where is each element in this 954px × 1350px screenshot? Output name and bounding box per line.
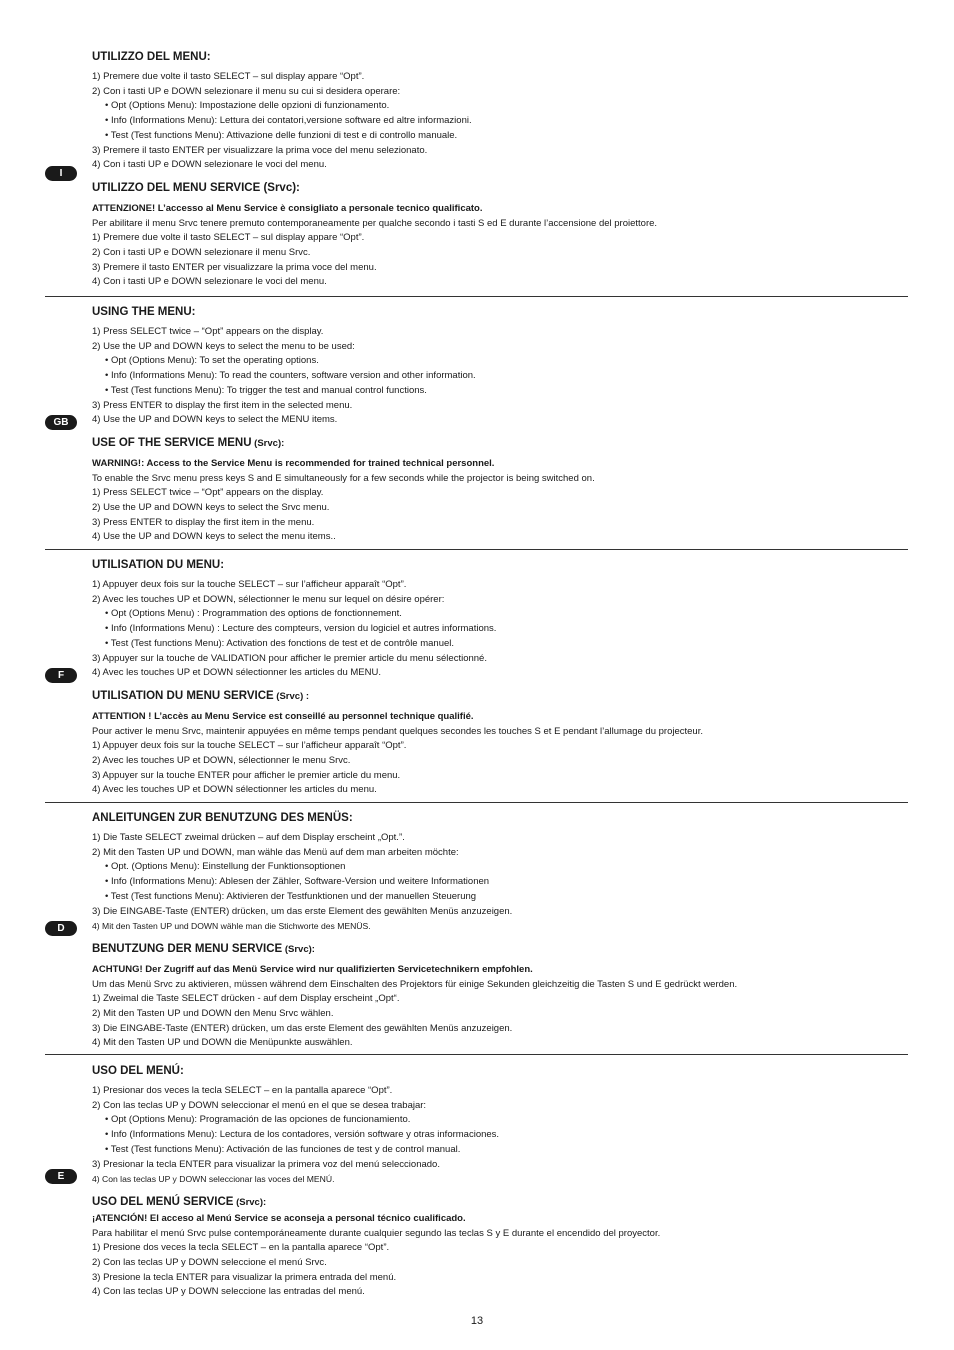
service-step-1: 1) Zweimal die Taste SELECT drücken - auf dem Display erscheint „Opt“.	[92, 993, 400, 1005]
bullet-opt: • Opt (Options Menu): Programación de las opciones de funcionamiento.	[105, 1114, 411, 1126]
service-step-3: 3) Die EINGABE-Taste (ENTER) drücken, um das erste Element des gewählten Menüs anzuzeigen.	[92, 1022, 513, 1034]
heading-service-text: BENUTZUNG DER MENU SERVICE	[92, 942, 283, 955]
step-4: 4) Con las teclas UP y DOWN seleccionar las voces del MENÚ.	[92, 1174, 335, 1185]
service-enable-text: Um das Menü Srvc zu aktivieren, müssen während dem Einschalten des Projektors für einige Sekunden gleichzeitig die Tasten S und E gedrückt werden.	[92, 978, 738, 990]
service-step-4: 4) Mit den Tasten UP und DOWN die Menüpunkte auswählen.	[92, 1037, 353, 1049]
bullet-test: • Test (Test functions Menu): Activation des fonctions de test et de contrôle manuel.	[105, 637, 455, 649]
service-warning: WARNING!: Access to the Service Menu is recommended for trained technical personnel.	[92, 457, 495, 469]
step-1: 1) Appuyer deux fois sur la touche SELECT – sur l’afficheur apparaît “Opt”.	[92, 579, 407, 590]
heading-menu-usage-es: USO DEL MENÚ:	[92, 1065, 184, 1077]
section-content-es	[92, 1064, 912, 1300]
step-4: 4) Avec les touches UP et DOWN sélectionner les articles du MENU.	[92, 667, 381, 679]
heading-service-suffix: (Srvc):	[251, 437, 285, 449]
language-badge-e: E	[45, 1169, 77, 1184]
language-badge-it: I	[45, 166, 77, 181]
step-3: 3) Appuyer sur la touche de VALIDATION pour afficher le premier article du menu sélectionné.	[92, 652, 487, 664]
section-divider	[45, 1054, 908, 1055]
step-3: 3) Presionar la tecla ENTER para visualizar la primera voz del menú seleccionado.	[92, 1158, 440, 1170]
section-content-it	[92, 50, 912, 290]
service-enable-text: Para habilitar el menú Srvc pulse contemporáneamente durante cualquier segundo las teclas S y E durante el encendido del proyector.	[92, 1227, 661, 1239]
service-step-3: 3) Premere il tasto ENTER per visualizzare la prima voce del menu.	[92, 261, 377, 273]
step-4: 4) Use the UP and DOWN keys to select the MENU items.	[92, 414, 338, 426]
section-content-gb	[92, 305, 912, 545]
service-step-2: 2) Con las teclas UP y DOWN seleccione el menú Srvc.	[92, 1257, 327, 1269]
service-step-1: 1) Premere due volte il tasto SELECT – sul display appare “Opt”.	[92, 232, 365, 244]
step-2: 2) Avec les touches UP et DOWN, sélectionner le menu sur lequel on désire opérer:	[92, 593, 445, 605]
heading-menu-usage-de: ANLEITUNGEN ZUR BENUTZUNG DES MENÜS:	[92, 812, 353, 824]
heading-service-suffix: (Srvc):	[233, 1196, 267, 1208]
bullet-test: • Test (Test functions Menu): Aktivieren der Testfunktionen und der manuellen Steuerung	[105, 890, 477, 902]
heading-service-menu-de	[92, 942, 912, 957]
service-step-2: 2) Use the UP and DOWN keys to select the Srvc menu.	[92, 502, 330, 514]
heading-menu-usage-fr: UTILISATION DU MENU:	[92, 559, 225, 571]
section-divider	[45, 802, 908, 803]
bullet-opt: • Opt. (Options Menu): Einstellung der Funktionsoptionen	[105, 861, 346, 873]
service-enable-text: To enable the Srvc menu press keys S and E simultaneously for a few seconds while the projector is being switched on.	[92, 472, 595, 484]
heading-menu-usage-it: UTILIZZO DEL MENU:	[92, 51, 211, 63]
bullet-info: • Info (Informations Menu): Lettura dei contatori,versione software ed altre informazioni.	[105, 115, 472, 127]
step-2: 2) Mit den Tasten UP und DOWN, man wähle das Menü auf dem man arbeiten möchte:	[92, 846, 459, 858]
service-step-1: 1) Appuyer deux fois sur la touche SELECT – sur l’afficheur apparaît “Opt”.	[92, 740, 407, 752]
service-step-3: 3) Appuyer sur la touche ENTER pour afficher le premier article du menu.	[92, 769, 401, 781]
service-step-1: 1) Press SELECT twice – “Opt” appears on the display.	[92, 487, 324, 499]
step-1: 1) Die Taste SELECT zweimal drücken – auf dem Display erscheint „Opt.”.	[92, 832, 405, 843]
service-warning: ATTENZIONE! L’accesso al Menu Service è consigliato a personale tecnico qualificato.	[92, 202, 483, 214]
bullet-info: • Info (Informations Menu): Lectura de los contadores, versión software y otras informaciones.	[105, 1129, 500, 1141]
heading-service-suffix: (Srvc) :	[273, 690, 310, 702]
service-step-4: 4) Con las teclas UP y DOWN seleccione las entradas del menú.	[92, 1286, 365, 1298]
heading-service-menu-fr	[92, 689, 912, 704]
bullet-test: • Test (Test functions Menu): Activación de las funciones de test y de control manual.	[105, 1143, 461, 1155]
language-badge-d: D	[45, 921, 77, 936]
service-step-4: 4) Use the UP and DOWN keys to select the menu items..	[92, 531, 336, 543]
step-3: 3) Press ENTER to display the first item in the selected menu.	[92, 399, 353, 411]
service-enable-text: Pour activer le menu Srvc, maintenir appuyées en même temps pendant quelques secondes les touches S et E pendant l’allumage du projecteur.	[92, 725, 703, 737]
service-warning: ACHTUNG! Der Zugriff auf das Menü Service wird nur qualifizierten Servicetechnikern empfohlen.	[92, 963, 533, 975]
step-2: 2) Con las teclas UP y DOWN seleccionar el menú en el que se desea trabajar:	[92, 1099, 427, 1111]
step-1: 1) Presionar dos veces la tecla SELECT – en la pantalla aparece “Opt”.	[92, 1085, 393, 1096]
service-warning: ¡ATENCIÓN! El acceso al Menú Service se aconseja a personal técnico cualificado.	[92, 1212, 466, 1224]
heading-service-menu-gb	[92, 436, 912, 451]
service-step-2: 2) Con i tasti UP e DOWN selezionare il menu Srvc.	[92, 247, 311, 259]
bullet-info: • Info (Informations Menu): To read the counters, software version and other information.	[105, 370, 476, 382]
heading-service-menu-es	[92, 1195, 912, 1210]
language-badge-gb: GB	[45, 415, 77, 430]
service-warning: ATTENTION ! L’accès au Menu Service est conseillé au personnel technique qualifié.	[92, 710, 474, 722]
bullet-info: • Info (Informations Menu) : Lecture des compteurs, version du logiciel et autres informations.	[105, 623, 497, 635]
step-2: 2) Con i tasti UP e DOWN selezionare il menu su cui si desidera operare:	[92, 85, 401, 97]
heading-service-menu-it	[92, 181, 912, 196]
bullet-opt: • Opt (Options Menu): To set the operating options.	[105, 355, 319, 367]
service-step-2: 2) Mit den Tasten UP und DOWN den Menu Srvc wählen.	[92, 1008, 334, 1020]
step-1: 1) Press SELECT twice – “Opt” appears on the display.	[92, 326, 324, 337]
bullet-opt: • Opt (Options Menu) : Programmation des options de fonctionnement.	[105, 608, 402, 620]
heading-service-text: UTILIZZO DEL MENU SERVICE (Srvc):	[92, 181, 300, 194]
service-step-1: 1) Presione dos veces la tecla SELECT – en la pantalla aparece “Opt”.	[92, 1242, 390, 1254]
heading-service-text: UTILISATION DU MENU SERVICE	[92, 689, 274, 702]
service-step-4: 4) Avec les touches UP et DOWN sélectionner les articles du menu.	[92, 784, 377, 796]
language-badge-f: F	[45, 668, 77, 683]
heading-menu-usage-gb: USING THE MENU:	[92, 306, 196, 318]
heading-service-text: USO DEL MENÚ SERVICE	[92, 1195, 234, 1208]
step-1: 1) Premere due volte il tasto SELECT – sul display appare “Opt”.	[92, 71, 365, 82]
section-content-fr	[92, 558, 912, 798]
service-step-3: 3) Press ENTER to display the first item in the menu.	[92, 516, 315, 528]
section-divider	[45, 296, 908, 297]
service-step-2: 2) Avec les touches UP et DOWN, sélectionner le menu Srvc.	[92, 755, 351, 767]
section-content-de	[92, 811, 912, 1051]
bullet-info: • Info (Informations Menu): Ablesen der Zähler, Software-Version und weitere Informationen	[105, 876, 490, 888]
page-number: 13	[470, 1315, 484, 1327]
service-step-4: 4) Con i tasti UP e DOWN selezionare le voci del menu.	[92, 276, 327, 288]
bullet-opt: • Opt (Options Menu): Impostazione delle opzioni di funzionamento.	[105, 100, 390, 112]
step-4: 4) Mit den Tasten UP und DOWN wähle man die Stichworte des MENÜS.	[92, 921, 371, 932]
step-3: 3) Die EINGABE-Taste (ENTER) drücken, um das erste Element des gewählten Menüs anzuzeigen.	[92, 905, 513, 917]
section-divider	[45, 549, 908, 550]
bullet-test: • Test (Test functions Menu): Attivazione delle funzioni di test e di controllo manuale.	[105, 129, 458, 141]
step-3: 3) Premere il tasto ENTER per visualizzare la prima voce del menu selezionato.	[92, 144, 428, 156]
step-4: 4) Con i tasti UP e DOWN selezionare le voci del menu.	[92, 159, 327, 171]
service-enable-text: Per abilitare il menu Srvc tenere premuto contemporaneamente per qualche secondo i tasti S ed E durante l’accensione del proiettore.	[92, 217, 658, 229]
service-step-3: 3) Presione la tecla ENTER para visualizar la primera entrada del menú.	[92, 1271, 397, 1283]
step-2: 2) Use the UP and DOWN keys to select the menu to be used:	[92, 340, 355, 352]
heading-service-suffix: (Srvc):	[282, 943, 315, 955]
bullet-test: • Test (Test functions Menu): To trigger the test and manual control functions.	[105, 384, 427, 396]
heading-service-text: USE OF THE SERVICE MENU	[92, 436, 252, 449]
